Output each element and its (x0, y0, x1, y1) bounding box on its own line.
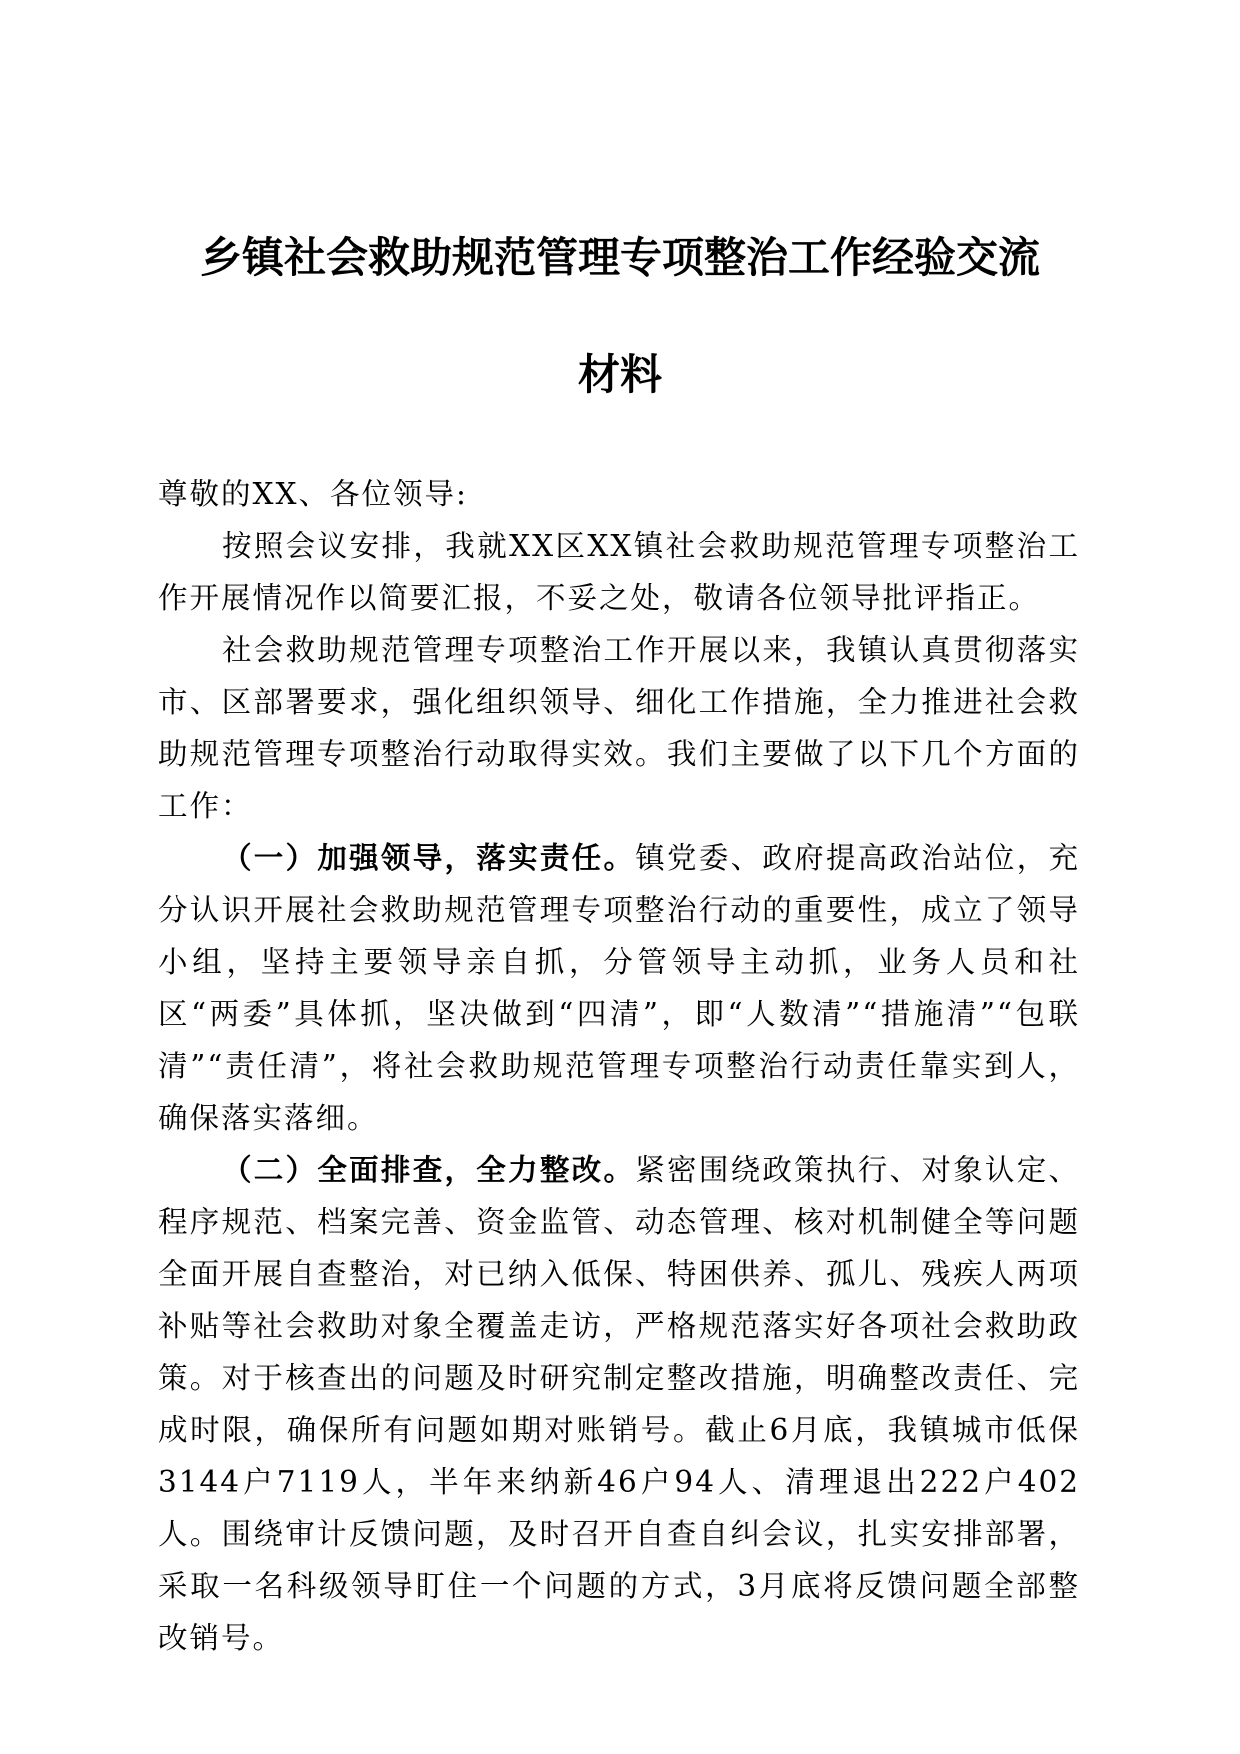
document-body (158, 468, 1080, 1664)
section-2-heading: （二）全面排查，全力整改。 (222, 1152, 636, 1187)
section-2-paragraph (158, 1144, 1080, 1664)
paragraph-intro: 按照会议安排，我就XX区XX镇社会救助规范管理专项整治工作开展情况作以简要汇报，不妥之处，敬请各位领导批评指正。 (158, 529, 1080, 615)
section-2-body: 紧密围绕政策执行、对象认定、程序规范、档案完善、资金监管、动态管理、核对机制健全等问题全面开展自查整治，对已纳入低保、特困供养、孤儿、残疾人两项补贴等社会救助对象全覆盖走访，严格规范落实好各项社会救助政策。对于核查出的问题及时研究制定整改措施，明确整改责任、完成时限，确保所有问题如期对账销号。截止6月底，我镇城市低保3144户7119人，半年来纳新46户94人、清理退出222户402人。围绕审计反馈问题，及时召开自查自纠会议，扎实安排部署，采取一名科级领导盯住一个问题的方式，3月底将反馈问题全部整改销号。 (158, 1153, 1080, 1655)
section-1-paragraph (158, 832, 1080, 1144)
section-1-heading: （一）加强领导，落实责任。 (222, 840, 636, 875)
document-title-line-2: 材料 (577, 350, 662, 399)
section-1-body: 镇党委、政府提高政治站位，充分认识开展社会救助规范管理专项整治行动的重要性，成立了领导小组，坚持主要领导亲自抓，分管领导主动抓，业务人员和社区“两委”具体抓，坚决做到“四清”，即“人数清”“措施清”“包联清”“责任清”，将社会救助规范管理专项整治行动责任靠实到人，确保落实落细。 (158, 841, 1080, 1135)
document-title-line-1: 乡镇社会救助规范管理专项整治工作经验交流 (199, 233, 1040, 282)
salutation: 尊敬的XX、各位领导: (158, 477, 468, 511)
paragraph-overview: 社会救助规范管理专项整治工作开展以来，我镇认真贯彻落实市、区部署要求，强化组织领导、细化工作措施，全力推进社会救助规范管理专项整治行动取得实效。我们主要做了以下几个方面的工作： (158, 633, 1080, 823)
